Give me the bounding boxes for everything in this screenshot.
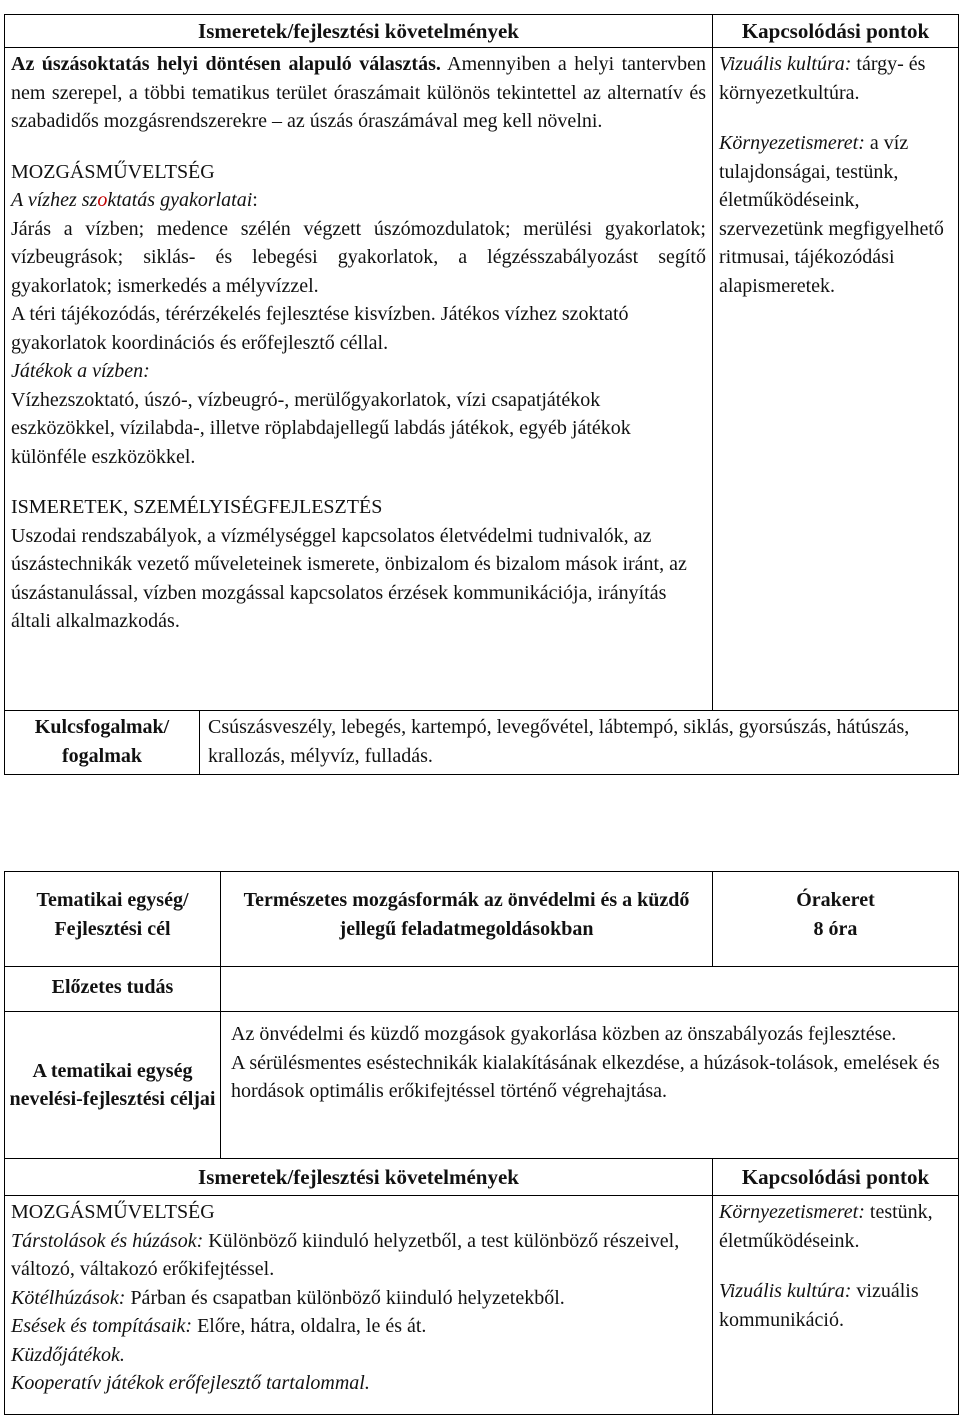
hours-value: 8 óra: [813, 917, 858, 940]
curriculum-table-swimming: [4, 14, 959, 775]
paragraph-water-walking: Járás a vízben; medence szélén végzett úszómozdulatok; merülési gyakorlatok; vízbeugrások; siklás- és lebegési gyakorlatok, a légzésszabályozást segítő gyakorlatok; ismerkedés a mélyvízzel.: [11, 217, 706, 297]
col-header-requirements: Ismeretek/fejlesztési követelmények: [5, 15, 713, 48]
link-environment-2: Környezetismeret: testünk, életműködéseink.: [719, 1201, 933, 1252]
intro-paragraph: [11, 50, 706, 136]
item-fighting-games: Küzdőjátékok.: [11, 1343, 125, 1366]
item-cooperative-games: Kooperatív játékok erőfejlesztő tartalommal.: [11, 1372, 370, 1394]
col-header-connections-2: Kapcsolódási pontok: [713, 1159, 959, 1196]
goals-label: A tematikai egység nevelési-fejlesztési céljai: [5, 1012, 221, 1159]
hours-cell: [713, 872, 959, 967]
link-visual-culture-2: Vizuális kultúra: vizuális kommunikáció.: [719, 1280, 919, 1331]
item-pushing-pulling: Társtolások és húzások: Különböző kiinduló helyzetből, a test különböző részeivel, változó, váltakozó erőkifejtéssel.: [11, 1229, 680, 1280]
goals-paragraph-2: A sérülésmentes eséstechnikák kialakításának elkezdése, a húzások-tolások, emelések és hordások optimális erőkifejtéssel történő végrehajtása.: [231, 1051, 940, 1102]
curriculum-table-self-defense: [4, 871, 959, 1415]
section-title-movement-2: MOZGÁSMŰVELTSÉG: [11, 1201, 215, 1223]
unit-title: Természetes mozgásformák az önvédelmi és a küzdő jellegű feladatmegoldásokban: [221, 872, 713, 967]
item-falls: Esések és tompításaik: Előre, hátra, oldalra, le és át.: [11, 1315, 427, 1337]
paragraph-pool-rules: Uszodai rendszabályok, a vízmélységgel kapcsolatos életvédelmi tudnivalók, az úszástechnikák vezető műveleteinek ismerete, önbizalom és bizalom mások iránt, az úszástanulással, vízben mozgással kapcsolatos érzések kommunikációja, irányítás általi alkalmazkodás.: [11, 524, 687, 632]
section-title-movement: MOZGÁSMŰVELTSÉG: [11, 160, 215, 183]
link-visual-culture: Vizuális kultúra: tárgy- és környezetkultúra.: [719, 53, 926, 104]
connections-cell-2: [713, 1196, 959, 1415]
item-rope-pulling: Kötélhúzások: Párban és csapatban különböző kiinduló helyzetekből.: [11, 1286, 565, 1309]
subheading-water-exercises: A vízhez szoktatás gyakorlatai:: [11, 189, 258, 211]
hours-label: Órakeret: [796, 889, 875, 911]
subheading-water-games: Játékok a vízben:: [11, 360, 150, 382]
col-header-connections: Kapcsolódási pontok: [713, 15, 959, 48]
goals-paragraph-1: Az önvédelmi és küzdő mozgások gyakorlása közben az önszabályozás fejlesztése.: [231, 1023, 897, 1045]
table2-content-row: [5, 1196, 959, 1415]
table2-header-row: [5, 1159, 959, 1196]
key-concepts-text: Csúszásveszély, lebegés, kartempó, levegővétel, lábtempó, siklás, gyorsúszás, hátúszás, krallozás, mélyvíz, fulladás.: [208, 716, 910, 767]
intro-bold: Az úszásoktatás helyi döntésen alapuló választás.: [11, 53, 441, 75]
unit-label: Tematikai egység/ Fejlesztési cél: [5, 872, 221, 967]
connections-cell: [713, 48, 959, 711]
prior-knowledge-label: Előzetes tudás: [5, 967, 221, 1012]
content-row: [5, 48, 959, 711]
key-concepts-row: [5, 711, 959, 775]
requirements-cell: [5, 48, 713, 711]
col-header-requirements-2: Ismeretek/fejlesztési követelmények: [5, 1159, 713, 1196]
table-header-row: [5, 15, 959, 48]
prior-knowledge-row: [5, 967, 959, 1012]
goals-row: [5, 1012, 959, 1159]
requirements-cell-2: [5, 1196, 713, 1415]
goals-cell: [221, 1012, 959, 1159]
intro-text: Amennyiben a helyi tantervben nem szerepel, a többi tematikus terület óraszámait különös tekintettel az alternatív és szabadidős mozgásrendszerekre – az úszás óraszámával meg kell növelni.: [11, 53, 706, 132]
link-environment: Környezetismeret: a víz tulajdonságai, testünk, életműködéseink, szervezetünk megfigyelhető ritmusai, tájékozódási alapismeretek.: [719, 132, 944, 297]
prior-knowledge-value: [221, 967, 959, 1012]
paragraph-water-games: Vízhezszoktató, úszó-, vízbeugró-, merülőgyakorlatok, vízi csapatjátékok eszközökkel, vízilabda-, illetve röplabdajellegű labdás játékok, egyéb játékok különféle eszközökkel.: [11, 388, 631, 468]
unit-row: [5, 872, 959, 967]
section-title-knowledge: ISMERETEK, SZEMÉLYISÉGFEJLESZTÉS: [11, 496, 383, 518]
paragraph-orientation: A téri tájékozódás, térérzékelés fejlesztése kisvízben. Játékos vízhez szoktató gyakorlatok koordinációs és erőfejlesztő céllal.: [11, 303, 629, 354]
key-concepts-label: Kulcsfogalmak/ fogalmak: [5, 711, 200, 774]
